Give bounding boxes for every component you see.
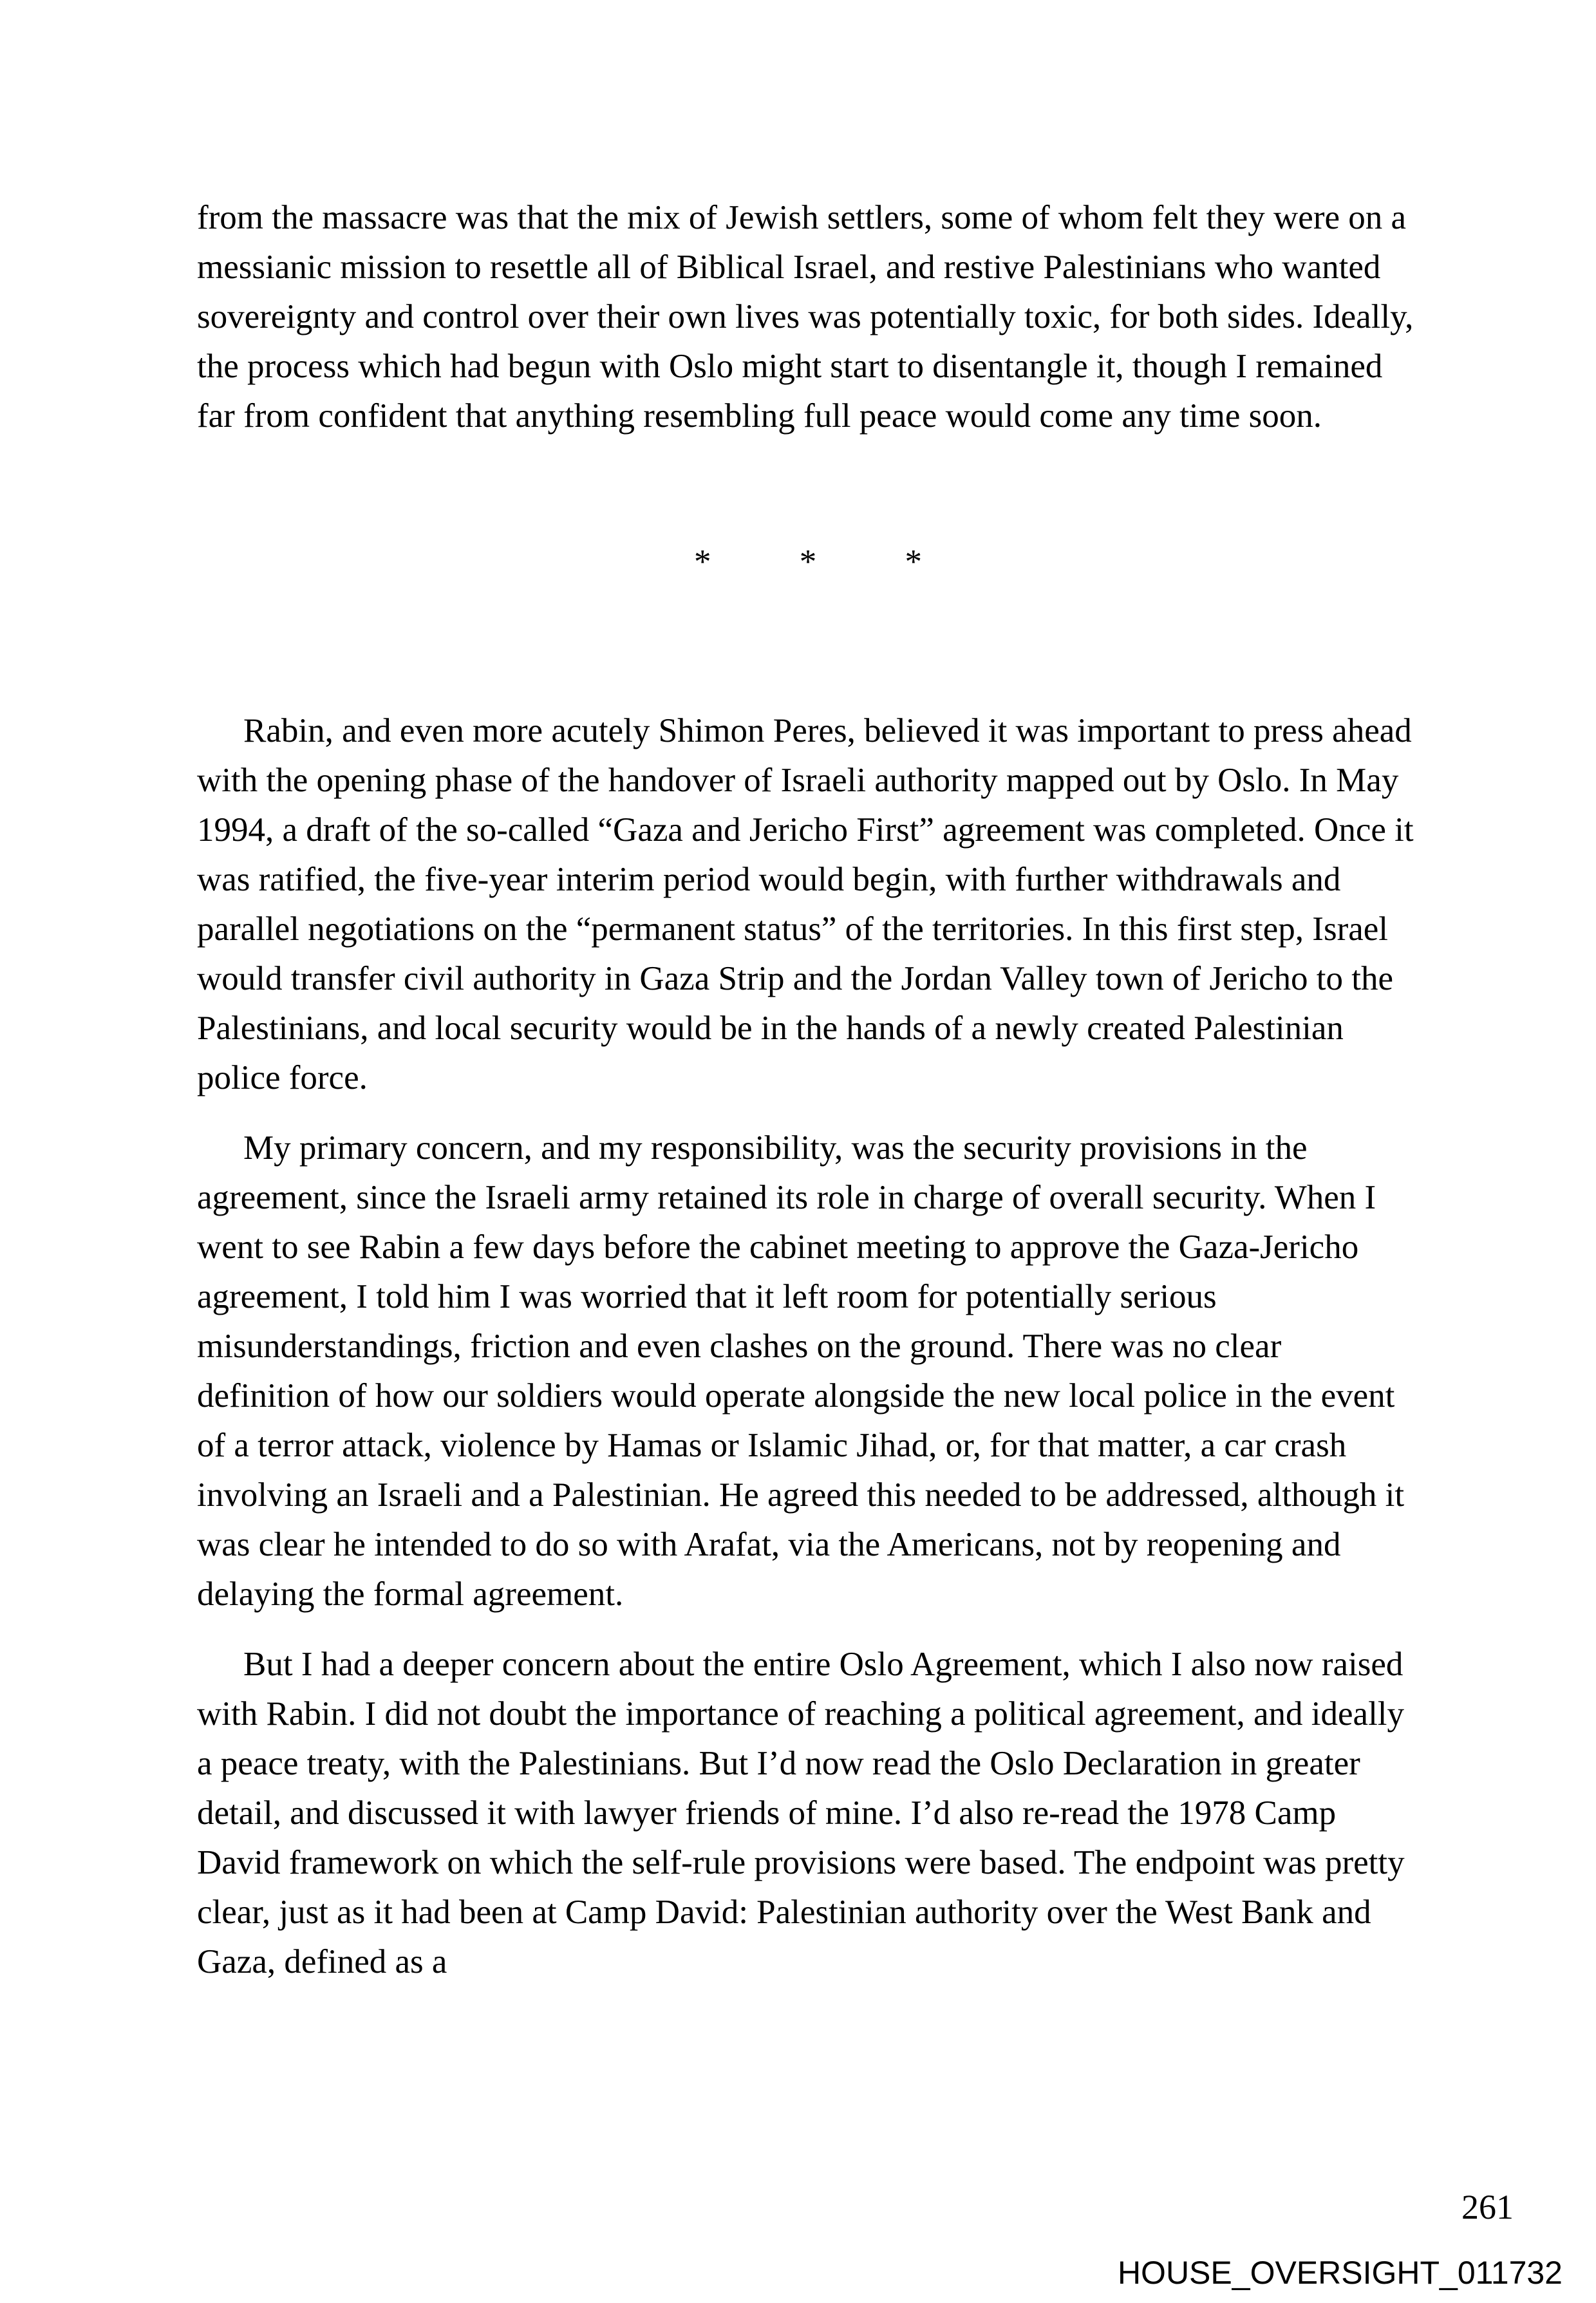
paragraph: But I had a deeper concern about the entire Oslo Agreement, which I also now raised with Rabin. I did not doubt the importance of reaching a political agreement, and ideally a peace treaty, with the Palestinians. But I’d now read the Oslo Declaration in greater detail, and discussed it with lawyer friends of mine. I’d also re-read the 1978 Camp David framework on which the self-rule provisions were based. The endpoint was pretty clear, just as it had been at Camp David: Palestinian authority over the West Bank and Gaza, defined as a	[197, 1646, 1405, 1980]
paragraph: My primary concern, and my responsibility, was the security provisions in the agreement, since the Israeli army retained its role in charge of overall security. When I went to see Rabin a few days before the cabinet meeting to approve the Gaza-Jericho agreement, I told him I was worried that it left room for potentially serious misunderstandings, friction and even clashes on the ground. There was no clear definition of how our soldiers would operate alongside the new local police in the event of a terror attack, violence by Hamas or Islamic Jihad, or, for that matter, a car crash involving an Israeli and a Palestinian. He agreed this needed to be addressed, although it was clear he intended to do so with Arafat, via the Americans, not by reopening and delaying the formal agreement.	[197, 1129, 1405, 1613]
bates-number: HOUSE_OVERSIGHT_011732	[1117, 2255, 1563, 2291]
paragraph: Rabin, and even more acutely Shimon Peres, believed it was important to press ahead with the opening phase of the handover of Israeli authority mapped out by Oslo. In May 1994, a draft of the so-called “Gaza and Jericho First” agreement was completed. Once it was ratified, the five-year interim period would begin, with further withdrawals and parallel negotiations on the “permanent status” of the territories. In this first step, Israel would transfer civil authority in Gaza Strip and the Jordan Valley town of Jericho to the Palestinians, and local security would be in the hands of a newly created Palestinian police force.	[197, 712, 1414, 1096]
paragraph: from the massacre was that the mix of Jewish settlers, some of whom felt they were on a messianic mission to resettle all of Biblical Israel, and restive Palestinians who wanted sovereignty and control over their own lives was potentially toxic, for both sides. Ideally, the process which had begun with Oslo might start to disentangle it, though I remained far from confident that anything resembling full peace would come any time soon.	[197, 199, 1414, 435]
page-body	[197, 193, 1420, 2007]
page-number: 261	[1461, 2188, 1514, 2226]
section-break-asterisks: * * *	[694, 543, 923, 581]
